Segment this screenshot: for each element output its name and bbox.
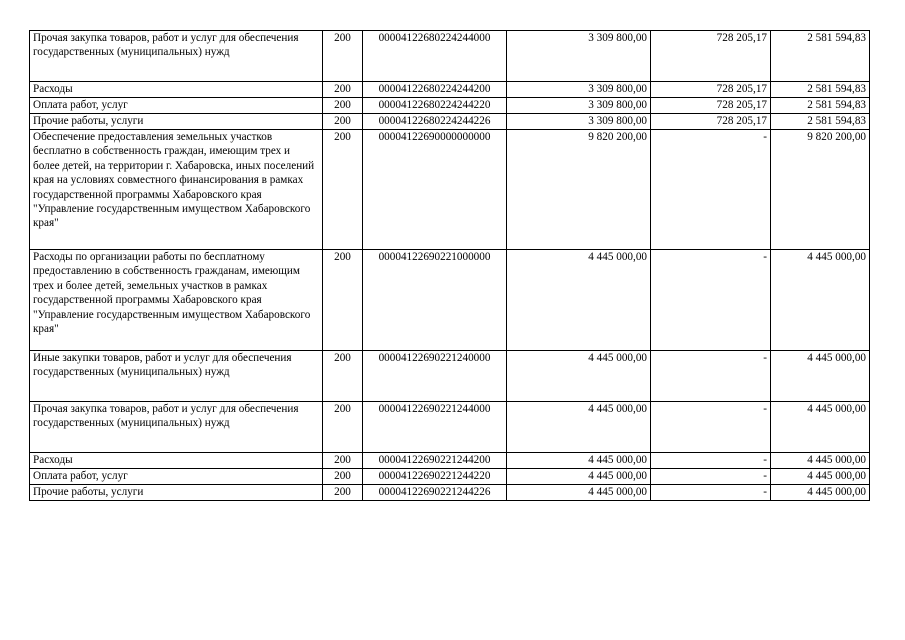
unexecuted-amount-cell: 4 445 000,00: [771, 250, 870, 351]
budget-classification-code-cell: 00004122680224244220: [363, 98, 507, 114]
line-code-cell: 200: [323, 453, 363, 469]
unexecuted-amount-cell: 4 445 000,00: [771, 351, 870, 402]
approved-amount-cell: 4 445 000,00: [507, 351, 651, 402]
approved-amount-cell: 3 309 800,00: [507, 82, 651, 98]
executed-amount-cell: -: [651, 130, 771, 250]
expense-name-cell: Обеспечение предоставления земельных участков бесплатно в собственность граждан, имеющим трех и более детей, на территории г. Хабаровска, иных поселений края на условиях совместного финансирования в рамках государственной программы Хабаровского края "Управление государственным имуществом Хабаровского края": [30, 130, 323, 250]
budget-classification-code-cell: 00004122690221244220: [363, 469, 507, 485]
expense-name-cell: Прочие работы, услуги: [30, 114, 323, 130]
expense-name-cell: Прочая закупка товаров, работ и услуг для обеспечения государственных (муниципальных) нужд: [30, 31, 323, 82]
table-row: [30, 130, 870, 250]
unexecuted-amount-cell: 2 581 594,83: [771, 31, 870, 82]
approved-amount-cell: 9 820 200,00: [507, 130, 651, 250]
executed-amount-cell: -: [651, 453, 771, 469]
approved-amount-cell: 3 309 800,00: [507, 98, 651, 114]
budget-classification-code-cell: 00004122690221000000: [363, 250, 507, 351]
unexecuted-amount-cell: 4 445 000,00: [771, 469, 870, 485]
executed-amount-cell: -: [651, 469, 771, 485]
budget-classification-code-cell: 00004122680224244200: [363, 82, 507, 98]
approved-amount-cell: 4 445 000,00: [507, 402, 651, 453]
budget-classification-code-cell: 00004122690221244000: [363, 402, 507, 453]
approved-amount-cell: 3 309 800,00: [507, 31, 651, 82]
table-row: [30, 82, 870, 98]
table-row: [30, 469, 870, 485]
executed-amount-cell: 728 205,17: [651, 114, 771, 130]
table-row: [30, 351, 870, 402]
line-code-cell: 200: [323, 98, 363, 114]
unexecuted-amount-cell: 9 820 200,00: [771, 130, 870, 250]
table-row: [30, 114, 870, 130]
line-code-cell: 200: [323, 485, 363, 501]
table-row: [30, 402, 870, 453]
expense-name-cell: Расходы по организации работы по бесплатному предоставлению в собственность гражданам, имеющим трех и более детей, земельных участков в рамках государственной программы Хабаровского края "Управление государственным имуществом Хабаровского края": [30, 250, 323, 351]
expense-name-cell: Расходы: [30, 453, 323, 469]
approved-amount-cell: 4 445 000,00: [507, 469, 651, 485]
executed-amount-cell: 728 205,17: [651, 82, 771, 98]
line-code-cell: 200: [323, 250, 363, 351]
line-code-cell: 200: [323, 402, 363, 453]
line-code-cell: 200: [323, 469, 363, 485]
table-row: [30, 98, 870, 114]
approved-amount-cell: 4 445 000,00: [507, 250, 651, 351]
unexecuted-amount-cell: 4 445 000,00: [771, 485, 870, 501]
executed-amount-cell: -: [651, 351, 771, 402]
budget-classification-code-cell: 00004122680224244226: [363, 114, 507, 130]
budget-classification-code-cell: 00004122690221244200: [363, 453, 507, 469]
executed-amount-cell: -: [651, 485, 771, 501]
budget-execution-table: [29, 30, 870, 501]
line-code-cell: 200: [323, 351, 363, 402]
line-code-cell: 200: [323, 130, 363, 250]
unexecuted-amount-cell: 2 581 594,83: [771, 82, 870, 98]
budget-classification-code-cell: 00004122690000000000: [363, 130, 507, 250]
line-code-cell: 200: [323, 82, 363, 98]
expense-name-cell: Прочие работы, услуги: [30, 485, 323, 501]
executed-amount-cell: -: [651, 402, 771, 453]
expense-name-cell: Иные закупки товаров, работ и услуг для обеспечения государственных (муниципальных) нужд: [30, 351, 323, 402]
executed-amount-cell: -: [651, 250, 771, 351]
expense-name-cell: Расходы: [30, 82, 323, 98]
line-code-cell: 200: [323, 114, 363, 130]
executed-amount-cell: 728 205,17: [651, 31, 771, 82]
expense-name-cell: Оплата работ, услуг: [30, 469, 323, 485]
unexecuted-amount-cell: 4 445 000,00: [771, 402, 870, 453]
table-row: [30, 453, 870, 469]
unexecuted-amount-cell: 2 581 594,83: [771, 114, 870, 130]
budget-classification-code-cell: 00004122690221240000: [363, 351, 507, 402]
approved-amount-cell: 4 445 000,00: [507, 485, 651, 501]
executed-amount-cell: 728 205,17: [651, 98, 771, 114]
approved-amount-cell: 3 309 800,00: [507, 114, 651, 130]
unexecuted-amount-cell: 2 581 594,83: [771, 98, 870, 114]
approved-amount-cell: 4 445 000,00: [507, 453, 651, 469]
table-row: [30, 485, 870, 501]
table-row: [30, 31, 870, 82]
table-row: [30, 250, 870, 351]
line-code-cell: 200: [323, 31, 363, 82]
unexecuted-amount-cell: 4 445 000,00: [771, 453, 870, 469]
budget-classification-code-cell: 00004122680224244000: [363, 31, 507, 82]
budget-classification-code-cell: 00004122690221244226: [363, 485, 507, 501]
expense-name-cell: Прочая закупка товаров, работ и услуг для обеспечения государственных (муниципальных) нужд: [30, 402, 323, 453]
expense-name-cell: Оплата работ, услуг: [30, 98, 323, 114]
